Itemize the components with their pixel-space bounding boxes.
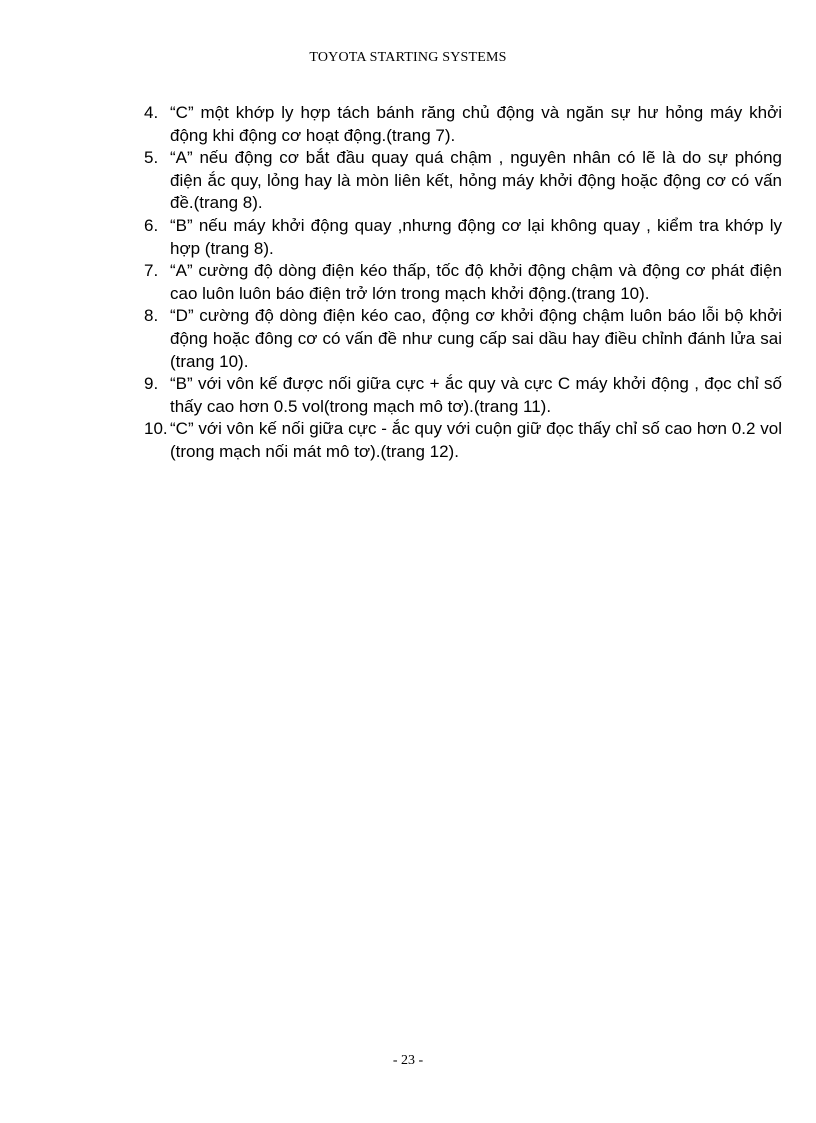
- item-number: 8.: [144, 306, 159, 326]
- item-text: “D” cường độ dòng điện kéo cao, động cơ khởi động chậm luôn báo lỗi bộ khởi động hoặc đông cơ có vấn đề như cung cấp sai dầu hay điều chỉnh đánh lửa sai (trang 10).: [170, 306, 782, 371]
- item-text: “C” một khớp ly hợp tách bánh răng chủ động và ngăn sự hư hỏng máy khởi động khi động cơ hoạt động.(trang 7).: [170, 103, 782, 145]
- item-number: 5.: [144, 148, 159, 168]
- page-number: - 23 -: [392, 1053, 424, 1068]
- list-item: [144, 373, 782, 418]
- list-item: [144, 305, 782, 373]
- list-item: [144, 102, 782, 147]
- item-text: “A” nếu động cơ bắt đầu quay quá chậm , nguyên nhân có lẽ là do sự phóng điện ắc quy, lỏng hay là mòn liên kết, hỏng máy khởi động hoặc động cơ có vấn đề.(trang 8).: [170, 148, 782, 213]
- item-number: 9.: [144, 374, 159, 394]
- list-item: [144, 260, 782, 305]
- page-header: TOYOTA STARTING SYSTEMS: [309, 50, 507, 65]
- item-number: 7.: [144, 261, 159, 281]
- list-item: [144, 418, 782, 463]
- list-item: [144, 147, 782, 215]
- item-text: “B” với vôn kế được nối giữa cực + ắc quy và cực C máy khởi động , đọc chỉ số thấy cao hơn 0.5 vol(trong mạch mô tơ).(trang 11).: [170, 374, 782, 416]
- item-text: “C” với vôn kế nối giữa cực - ắc quy với cuộn giữ đọc thấy chỉ số cao hơn 0.2 vol (trong mạch nối mát mô tơ).(trang 12).: [170, 419, 782, 461]
- item-number: 4.: [144, 103, 159, 122]
- list-item: [144, 215, 782, 260]
- item-number: 10.: [144, 419, 168, 439]
- item-text: “A” cường độ dòng điện kéo thấp, tốc độ khởi động chậm và động cơ phát điện cao luôn luôn báo điện trở lớn trong mạch khởi động.(trang 10).: [170, 261, 782, 303]
- item-number: 6.: [144, 215, 159, 235]
- answer-list: [144, 102, 782, 464]
- item-text: “B” nếu máy khởi động quay ,nhưng động cơ lại không quay , kiểm tra khớp ly hợp (trang 8).: [170, 215, 782, 258]
